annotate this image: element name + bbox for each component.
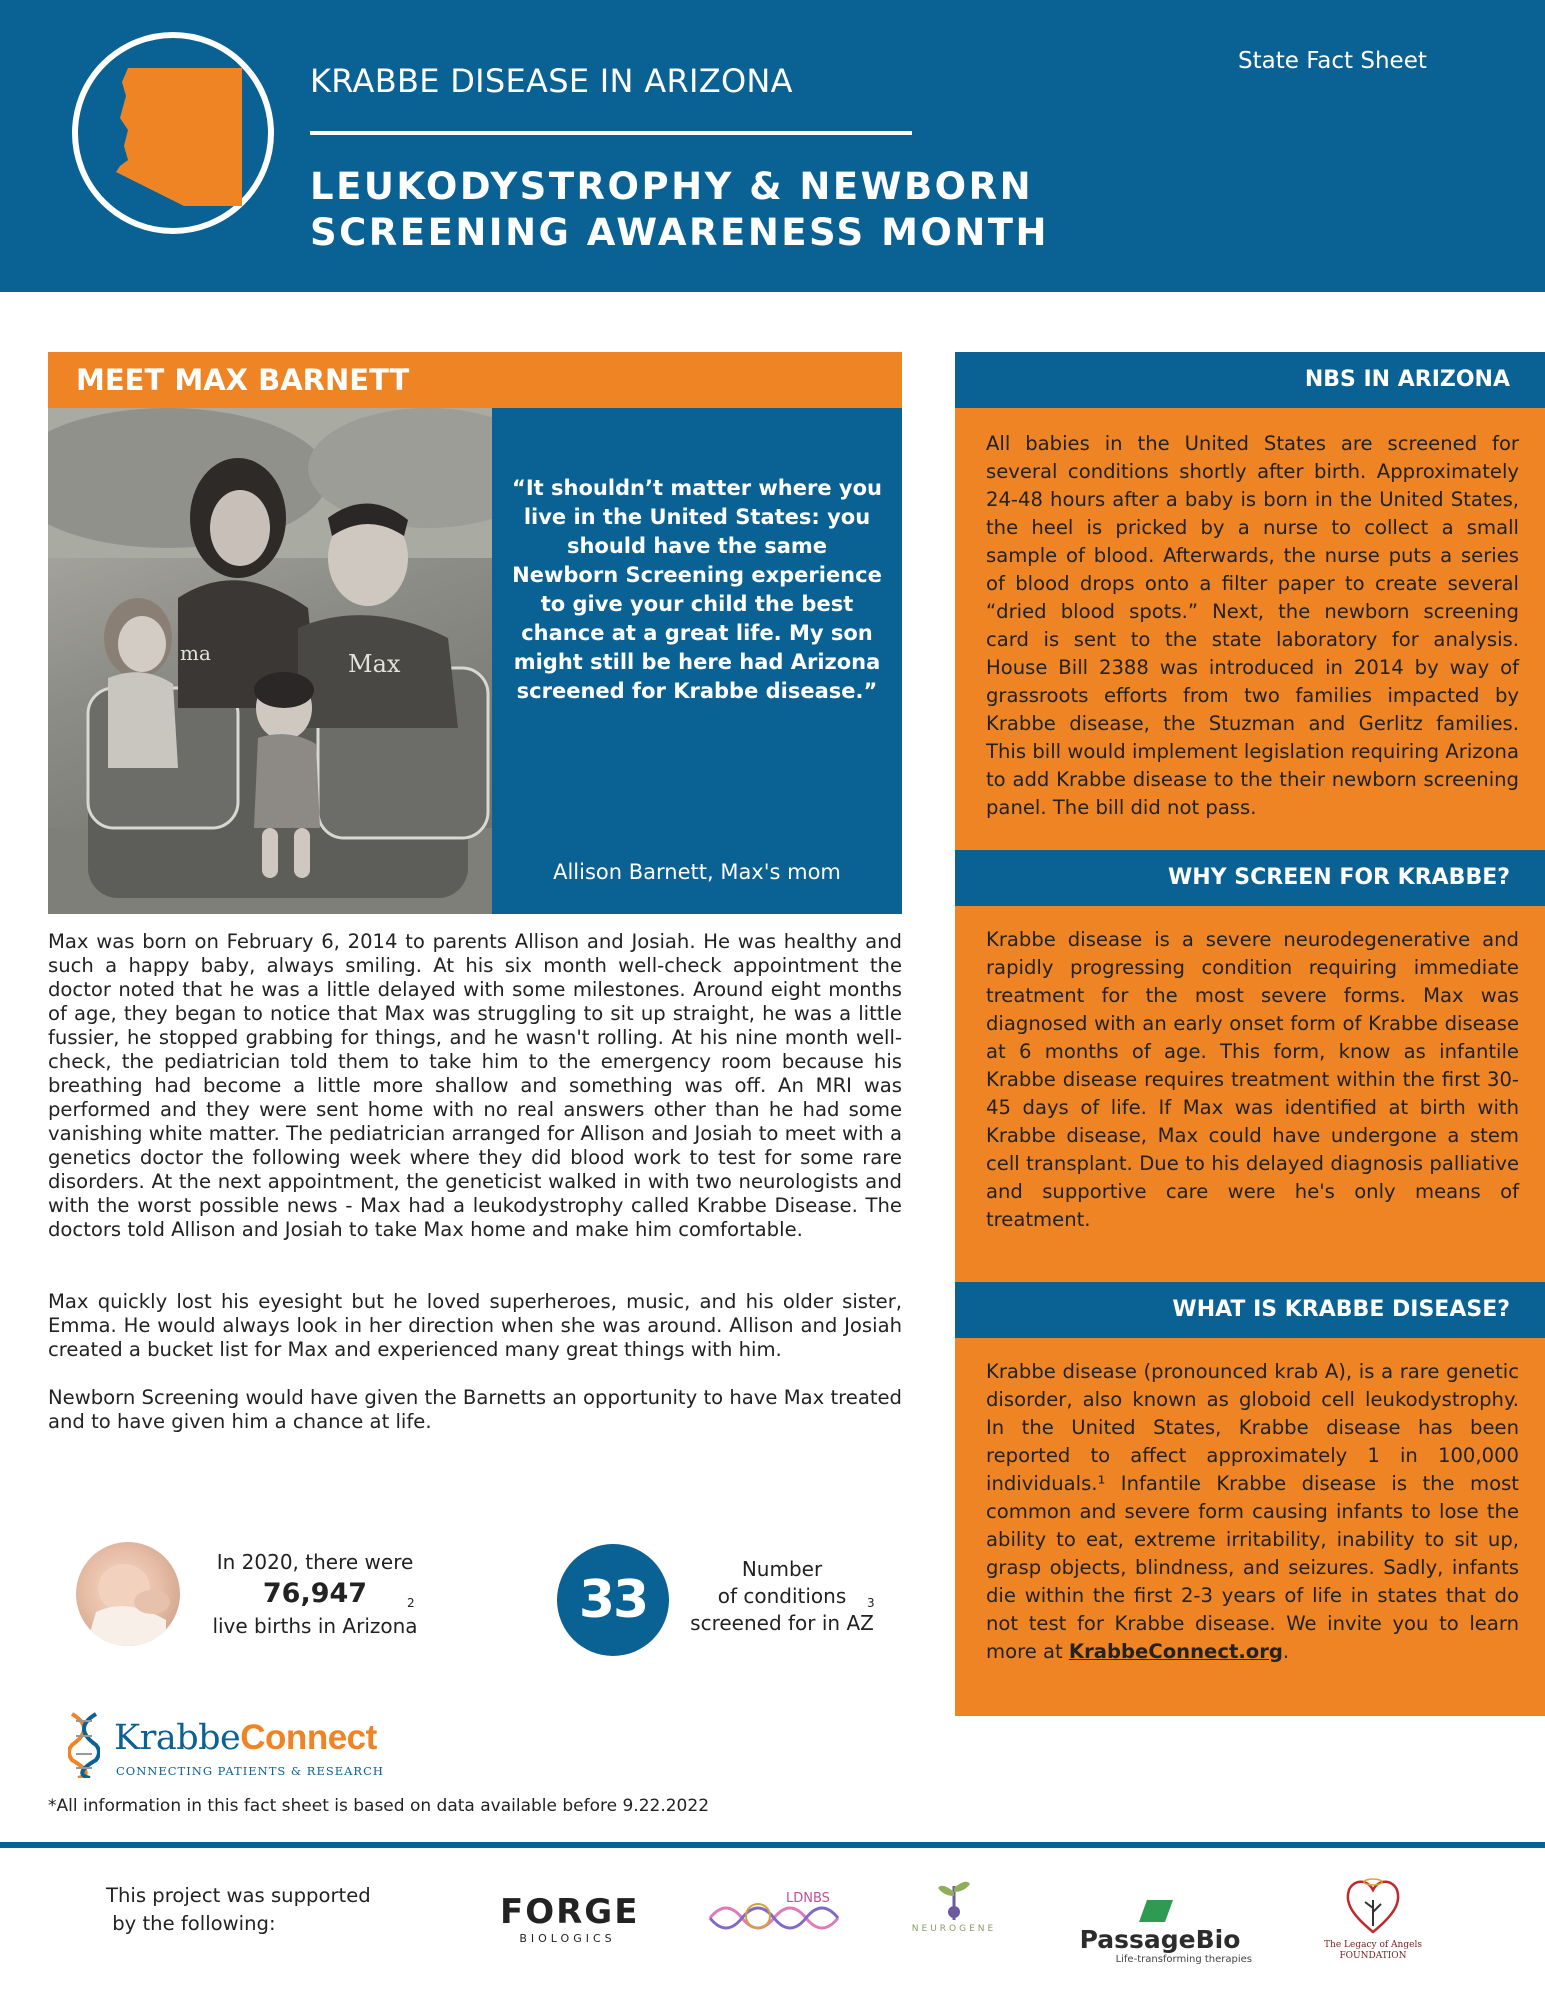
what-section-title: WHAT IS KRABBE DISEASE? xyxy=(1172,1297,1510,1322)
legacy-name xyxy=(1298,1940,1448,1962)
conditions-stat-reference: 3 xyxy=(867,1596,875,1610)
births-stat-prefix: In 2020, there were xyxy=(216,1550,414,1574)
conditions-stat-label xyxy=(682,1556,882,1637)
neurogene-logo xyxy=(904,1876,1004,1934)
fact-sheet-label: State Fact Sheet xyxy=(1238,48,1427,74)
legacy-heart-icon xyxy=(1343,1874,1403,1936)
header-title-line1: LEUKODYSTROPHY & NEWBORN xyxy=(310,165,1034,208)
passage-bio-logo xyxy=(1068,1896,1252,1965)
dna-helix-icon xyxy=(68,1712,100,1778)
photo-pillow-ma: ma xyxy=(180,641,211,665)
neurogene-name: NEUROGENE xyxy=(911,1924,997,1934)
photo-pillow-max: Max xyxy=(348,650,401,678)
ldnbs-logo xyxy=(706,1888,844,1940)
krabbe-connect-logo xyxy=(114,1718,377,1758)
story-paragraph-3: Newborn Screening would have given the Barnetts an opportunity to have Max treated and to have given him a chance at life. xyxy=(48,1386,902,1433)
quote-attribution: Allison Barnett, Max's mom xyxy=(553,860,841,884)
header-topic: KRABBE DISEASE IN ARIZONA xyxy=(310,62,793,100)
births-stat-reference: 2 xyxy=(407,1596,415,1610)
legacy-name-line1: The Legacy of Angels xyxy=(1324,1940,1422,1950)
conditions-label-line2: of conditions xyxy=(717,1584,847,1608)
what-section-text xyxy=(986,1358,1519,1666)
logo-name-part2: Connect xyxy=(240,1718,377,1757)
forge-biologics-logo xyxy=(500,1892,640,1945)
forge-name: FORGE xyxy=(500,1892,640,1932)
legacy-name-line2: FOUNDATION xyxy=(1339,1951,1407,1961)
nbs-section-text: All babies in the United States are screened for several conditions shortly after birth. Approximately 24-48 hours after a baby is born in the United States, the heel is pricked by a nurse to collect a small sample of blood. Afterwards, the nurse puts a series of blood drops onto a filter paper to create several “dried blood spots.” Next, the newborn screening card is sent to the state laboratory for analysis. House Bill 2388 was introduced in 2014 by way of grassroots efforts from two families impacted by Krabbe disease, the Stuzman and Gerlitz families. This bill would implement legislation requiring Arizona to add Krabbe disease to the their newborn screening panel. The bill did not pass. xyxy=(986,432,1519,819)
passage-name-text: PassageBio xyxy=(1079,1925,1241,1954)
ldnbs-name: LDNBS xyxy=(786,1891,830,1906)
passage-mark-icon xyxy=(1139,1900,1173,1922)
support-line1: This project was supported xyxy=(106,1884,371,1907)
why-section-text: Krabbe disease is a severe neurodegenerative and rapidly progressing condition requiring immediate treatment for the most severe forms. Max was diagnosed with an early onset form of Krabbe disease at 6 months of age. This form, know as infantile Krabbe disease requires treatment within the first 30-45 days of life. If Max was identified at birth with Krabbe disease, Max could have undergone a stem cell transplant. Due to his delayed diagnosis palliative and supportive care were he's only means of treatment. xyxy=(986,928,1519,1231)
family-photo xyxy=(48,408,492,914)
krabbe-connect-link[interactable]: KrabbeConnect.org xyxy=(1068,1640,1283,1663)
arizona-state-map-icon xyxy=(114,66,242,206)
meet-section-title: MEET MAX BARNETT xyxy=(76,363,410,397)
family-photo-illustration xyxy=(48,408,492,914)
header-title-line2: SCREENING AWARENESS MONTH xyxy=(310,211,1050,254)
logo-tagline: CONNECTING PATIENTS & RESEARCH xyxy=(116,1764,384,1778)
what-section-body: Krabbe disease (pronounced krab A), is a rare genetic disorder, also known as globoid cell leukodystrophy. In the United States, Krabbe disease has been reported to affect approximately 1 in 100,000 individuals.¹ Infantile Krabbe disease is the most common and severe form causing infants to lose the ability to eat, extreme irritability, inability to sit up, grasp objects, blindness, and seizures. Sadly, infants die within the first 2-3 years of life in states that do not test for Krabbe disease. We invite you to learn more at xyxy=(986,1360,1519,1663)
births-stat-suffix: live births in Arizona xyxy=(212,1614,418,1638)
story-paragraph-2: Max quickly lost his eyesight but he loved superheroes, music, and his older sister, Emma. He would always look in her direction when she was around. Allison and Josiah created a bucket list for Max and experienced many great things with him. xyxy=(48,1290,902,1361)
why-section-title: WHY SCREEN FOR KRABBE? xyxy=(1168,865,1510,890)
family-quote: “It shouldn’t matter where you live in the United States: you should have the same Newborn Screening experience to give your child the best chance at a great life. My son might still be here had Arizona screened for Krabbe disease.” xyxy=(512,476,882,703)
passage-subtitle: Life-transforming therapies xyxy=(1115,1954,1252,1965)
forge-subtitle: BIOLOGICS xyxy=(519,1932,616,1945)
what-section-period: . xyxy=(1282,1640,1290,1663)
conditions-label-line3: screened for in AZ xyxy=(690,1611,874,1635)
conditions-stat-value: 33 xyxy=(557,1544,669,1656)
support-line2: by the following: xyxy=(106,1912,276,1935)
births-stat-value: 76,947 xyxy=(262,1578,368,1609)
header-title xyxy=(310,164,1049,256)
passage-name xyxy=(1068,1896,1252,1954)
legacy-of-angels-logo xyxy=(1298,1874,1448,1962)
ldnbs-dna-icon xyxy=(706,1888,844,1940)
support-statement xyxy=(106,1882,371,1938)
conditions-label-line1: Number xyxy=(741,1557,823,1581)
newborn-photo-icon xyxy=(76,1542,180,1646)
data-footnote: *All information in this fact sheet is based on data available before 9.22.2022 xyxy=(48,1796,710,1816)
header-divider xyxy=(310,131,912,135)
neurogene-plant-icon xyxy=(934,1876,974,1920)
footer-divider xyxy=(0,1842,1545,1848)
nbs-section-title: NBS IN ARIZONA xyxy=(1304,367,1510,392)
logo-name-part1: Krabbe xyxy=(114,1718,241,1758)
story-paragraph-1: Max was born on February 6, 2014 to parents Allison and Josiah. He was healthy and such a happy baby, always smiling. At his six month well-check appointment the doctor noted that he was a little delayed with some milestones. Around eight months of age, they began to notice that Max was struggling to sit up straight, he was a little fussier, he stopped grabbing for things, and he wasn't rolling. At his nine month well-check, the pediatrician told them to take him to the emergency room because his breathing had become a little more shallow and something was off. An MRI was performed and they were sent home with no real answers other than he had some vanishing white matter. The pediatrician arranged for Allison and Josiah to meet with a genetics doctor the following week where they did blood work to test for some rare disorders. At the next appointment, the geneticist walked in with two neurologists and with the worst possible news - Max had a leukodystrophy called Krabbe Disease. The doctors told Allison and Josiah to take Max home and make him comfortable. xyxy=(48,930,902,1241)
